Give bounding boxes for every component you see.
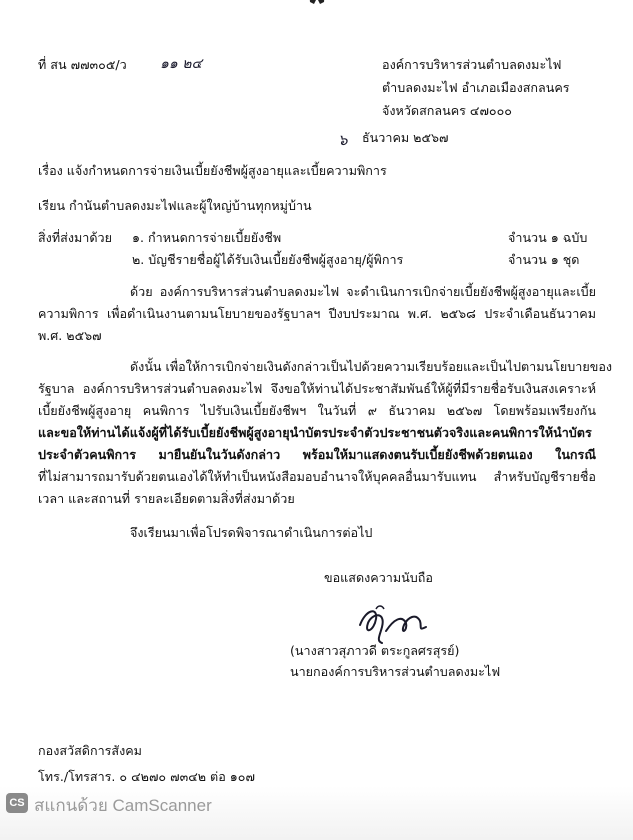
letter-date: ธันวาคม ๒๕๖๗ bbox=[362, 130, 449, 145]
footer-division: กองสวัสดิการสังคม bbox=[38, 743, 142, 758]
enclosures-label: สิ่งที่ส่งมาด้วย bbox=[38, 230, 112, 245]
camscanner-logo-icon: CS bbox=[6, 793, 28, 813]
signer-title: นายกองค์การบริหารส่วนตำบลดงมะไฟ bbox=[290, 664, 501, 679]
para2-line3: เบี้ยยังชีพผู้สูงอายุ คนพิการ ไปรับเงินเบี้ยยังชีพฯ ในวันที่ ๙ ธันวาคม ๒๕๖๗ โดยพร้อมเพรียงกัน bbox=[38, 403, 596, 418]
camscanner-watermark: สแกนด้วย CamScanner bbox=[34, 796, 212, 815]
ref-number: ที่ สน ๗๗๓๐๕/ว bbox=[38, 57, 127, 72]
enclosure-qty-1: จำนวน ๑ ฉบับ bbox=[508, 230, 588, 245]
letter-subject: เรื่อง แจ้งกำหนดการจ่ายเงินเบี้ยยังชีพผู้สูงอายุและเบี้ยความพิการ bbox=[38, 163, 387, 178]
para2-line1: ดังนั้น เพื่อให้การเบิกจ่ายเงินดังกล่าวเป็นไปด้วยความเรียบร้อยและเป็นไปตามนโยบายของ bbox=[130, 359, 613, 374]
regards-line: ขอแสดงความนับถือ bbox=[324, 570, 433, 585]
closing-line: จึงเรียนมาเพื่อโปรดพิจารณาดำเนินการต่อไป bbox=[130, 525, 373, 540]
para1-line1: ด้วย องค์การบริหารส่วนตำบลดงมะไฟ จะดำเนินการเบิกจ่ายเบี้ยยังชีพผู้สูงอายุและเบี้ย bbox=[130, 284, 596, 299]
ref-handwritten-number: ๑๑ ๒๔ bbox=[160, 56, 203, 72]
para2-line2: รัฐบาล องค์การบริหารส่วนตำบลดงมะไฟ จึงขอให้ท่านได้ประชาสัมพันธ์ให้ผู้ที่มีรายชื่อรับเงินสงเคราะห์ bbox=[38, 381, 596, 396]
date-handwritten-day: ๖ bbox=[338, 131, 348, 149]
org-address-line2: จังหวัดสกลนคร ๔๗๐๐๐ bbox=[382, 103, 512, 118]
org-address-line1: ตำบลดงมะไฟ อำเภอเมืองสกลนคร bbox=[382, 80, 570, 95]
para2-line6: ที่ไม่สามารถมารับด้วยตนเองได้ให้ทำเป็นหนังสือมอบอำนาจให้บุคคลอื่นมารับแทน สำหรับบัญชีรายชื่อ bbox=[38, 469, 596, 484]
para2-line7: เวลา และสถานที่ รายละเอียดตามสิ่งที่ส่งมาด้วย bbox=[38, 491, 295, 506]
para2-line5: ประจำตัวคนพิการ มายืนยันในวันดังกล่าว พร้อมให้มาแสดงตนรับเบี้ยยังชีพด้วยตนเอง ในกรณี bbox=[38, 447, 596, 462]
letter-recipient: เรียน กำนันตำบลดงมะไฟและผู้ใหญ่บ้านทุกหมู่บ้าน bbox=[38, 198, 312, 213]
signer-name: (นางสาวสุภาวดี ตระกูลศรสุรย์) bbox=[290, 643, 460, 658]
para1-line3: พ.ศ. ๒๕๖๗ bbox=[38, 328, 102, 343]
enclosure-item-2: ๒. บัญชีรายชื่อผู้ได้รับเงินเบี้ยยังชีพผู้สูงอายุ/ผู้พิการ bbox=[132, 252, 404, 267]
garuda-emblem-icon bbox=[304, 0, 330, 8]
enclosure-qty-2: จำนวน ๑ ชุด bbox=[508, 252, 580, 267]
footer-phone: โทร./โทรสาร. ๐ ๔๒๗๐ ๗๓๔๒ ต่อ ๑๐๗ bbox=[38, 769, 255, 784]
para2-line4: และขอให้ท่านได้แจ้งผู้ที่ได้รับเบี้ยยังชีพผู้สูงอายุนำบัตรประจำตัวประชาชนตัวจริงและคนพิการให้นำบัตร bbox=[38, 425, 592, 440]
org-name: องค์การบริหารส่วนตำบลดงมะไฟ bbox=[382, 57, 562, 72]
signature-icon bbox=[356, 601, 430, 649]
para1-line2: ความพิการ เพื่อดำเนินงานตามนโยบายของรัฐบาลฯ ปีงบประมาณ พ.ศ. ๒๕๖๘ ประจำเดือนธันวาคม bbox=[38, 306, 596, 321]
enclosure-item-1: ๑. กำหนดการจ่ายเบี้ยยังชีพ bbox=[132, 230, 282, 245]
